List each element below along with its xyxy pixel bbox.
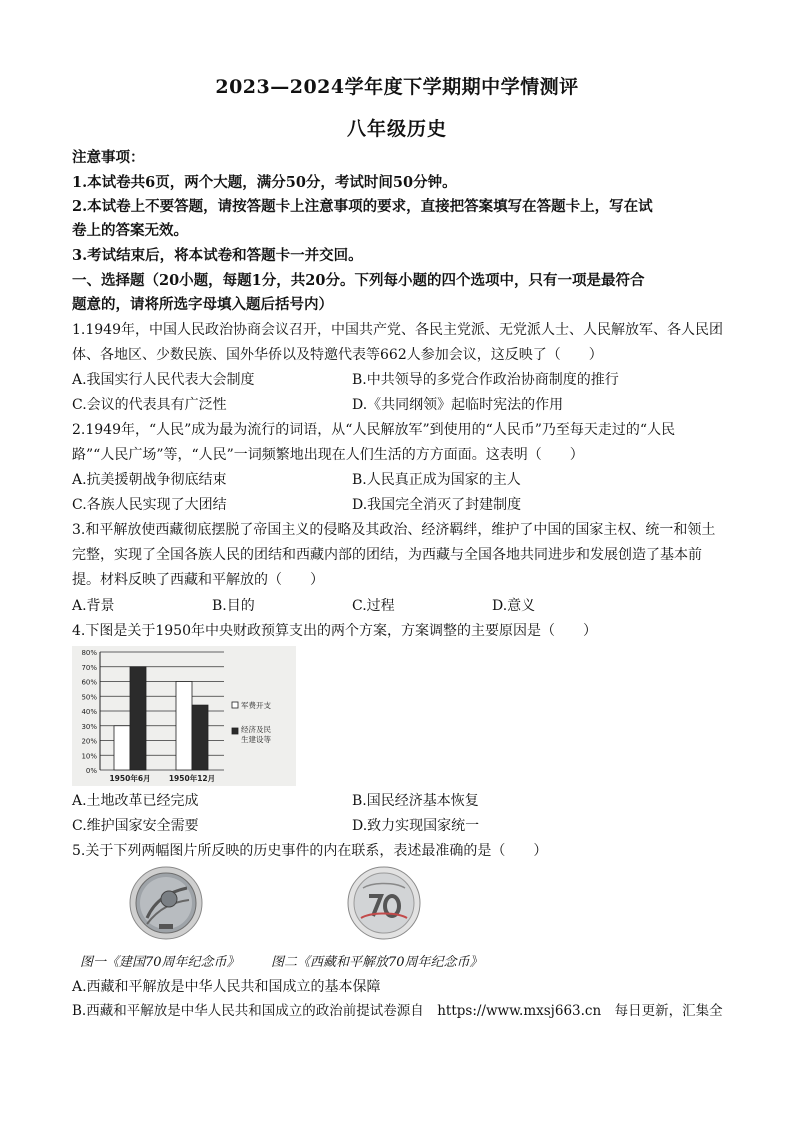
y-tick-label: 20% — [81, 737, 97, 746]
legend-label-economy-line2: 生建设等 — [241, 735, 271, 744]
q3-option-a: A.背景 — [72, 598, 115, 614]
bar-经济及民生建设等-1950年12月 — [192, 705, 208, 770]
q1-stem-b: 体、各地区、少数民族、国外华侨以及特邀代表等662人参加会议，这反映了（ ） — [72, 347, 603, 363]
legend-swatch-military — [232, 702, 238, 708]
bar-经济及民生建设等-1950年6月 — [130, 667, 146, 770]
y-tick-label: 50% — [81, 693, 97, 702]
tibet-70th-coin-image — [347, 866, 421, 940]
coin-caption-1: 图一《建国70周年纪念币》 — [80, 955, 240, 970]
legend-label-economy-line1: 经济及民 — [241, 725, 271, 734]
exam-title: 2023—2024学年度下学期期中学情测评 — [215, 76, 579, 98]
exam-subject: 八年级历史 — [346, 118, 447, 140]
q2-option-c: C.各族人民实现了大团结 — [72, 497, 227, 513]
q2-stem-a: 2.1949年，“人民”成为最为流行的词语，从“人民解放军”到使用的“人民币”乃至每天走过的“人民 — [72, 422, 676, 438]
q4-option-d: D.致力实现国家统一 — [352, 818, 480, 834]
coin-image-2 — [347, 866, 421, 940]
q3-option-c: C.过程 — [352, 598, 395, 614]
q3-stem-a: 3.和平解放使西藏彻底摆脱了帝国主义的侵略及其政治、经济羁绊，维护了中国的国家主权、统一和领土 — [72, 522, 716, 538]
note-3: 3.考试结束后，将本试卷和答题卡一并交回。 — [72, 247, 363, 264]
bar-军费开支-1950年12月 — [176, 682, 192, 771]
x-tick-label: 1950年6月 — [109, 774, 151, 783]
notes-heading: 注意事项： — [72, 149, 145, 166]
q1-option-c: C.会议的代表具有广泛性 — [72, 397, 227, 413]
x-tick-label: 1950年12月 — [168, 774, 216, 783]
q2-option-d: D.我国完全消灭了封建制度 — [352, 497, 522, 513]
budget-chart — [72, 646, 296, 786]
legend-swatch-economy — [232, 728, 238, 734]
q2-option-a: A.抗美援朝战争彻底结束 — [72, 472, 227, 488]
note-2b: 卷上的答案无效。 — [72, 222, 188, 239]
budget-chart-svg — [72, 646, 296, 786]
q3-option-d: D.意义 — [492, 598, 536, 614]
q1-option-d: D.《共同纲领》起临时宪法的作用 — [352, 397, 564, 413]
y-tick-label: 0% — [85, 767, 97, 775]
q4-stem: 4.下图是关于1950年中央财政预算支出的两个方案，方案调整的主要原因是（ ） — [72, 623, 597, 639]
q1-option-a: A.我国实行人民代表大会制度 — [72, 372, 255, 388]
q2-stem-b: 路”“人民广场”等，“人民”一词频繁地出现在人们生活的方方面面。这表明（ ） — [72, 447, 584, 463]
q3-option-b: B.目的 — [212, 598, 255, 614]
q3-stem-c: 提。材料反映了西藏和平解放的（ ） — [72, 572, 324, 588]
q5-stem: 5.关于下列两幅图片所反映的历史事件的内在联系，表述最准确的是（ ） — [72, 843, 548, 859]
coin-caption-2: 图二《西藏和平解放70周年纪念币》 — [271, 955, 483, 970]
q4-option-c: C.维护国家安全需要 — [72, 818, 199, 834]
y-tick-label: 10% — [81, 752, 97, 761]
q1-stem-a: 1.1949年，中国人民政治协商会议召开，中国共产党、各民主党派、无党派人士、人民解放军、各人民团 — [72, 322, 723, 338]
bar-军费开支-1950年6月 — [114, 726, 130, 770]
y-tick-label: 40% — [81, 708, 97, 716]
founding-70th-coin-image — [129, 866, 203, 940]
q4-option-b: B.国民经济基本恢复 — [352, 793, 479, 809]
coin-image-1 — [129, 866, 203, 940]
note-2a: 2.本试卷上不要答题，请按答题卡上注意事项的要求，直接把答案填写在答题卡上，写在试 — [72, 198, 653, 215]
y-tick-label: 30% — [81, 722, 97, 731]
y-tick-label: 60% — [81, 678, 97, 687]
y-tick-label: 70% — [81, 663, 97, 672]
section1-heading-a: 一、选择题（20小题，每题1分，共20分。下列每小题的四个选项中，只有一项是最符合 — [72, 272, 645, 289]
q2-option-b: B.人民真正成为国家的主人 — [352, 472, 521, 488]
q5-option-a: A.西藏和平解放是中华人民共和国成立的基本保障 — [72, 979, 381, 995]
q3-stem-b: 完整，实现了全国各族人民的团结和西藏内部的团结，为西藏与全国各地共同进步和发展创造了基本前 — [72, 547, 702, 563]
y-tick-label: 80% — [81, 649, 97, 657]
q4-option-a: A.土地改革已经完成 — [72, 793, 199, 809]
q1-option-b: B.中共领导的多党合作政治协商制度的推行 — [352, 372, 619, 388]
legend-label-military: 军费开支 — [241, 701, 271, 710]
section1-heading-b: 题意的，请将所选字母填入题后括号内） — [72, 296, 333, 313]
note-1: 1.本试卷共6页，两个大题，满分50分，考试时间50分钟。 — [72, 174, 457, 191]
q5-option-b: B.西藏和平解放是中华人民共和国成立的政治前提试卷源自 https://www.mxsj663.cn 每日更新，汇集全 — [72, 1003, 723, 1019]
